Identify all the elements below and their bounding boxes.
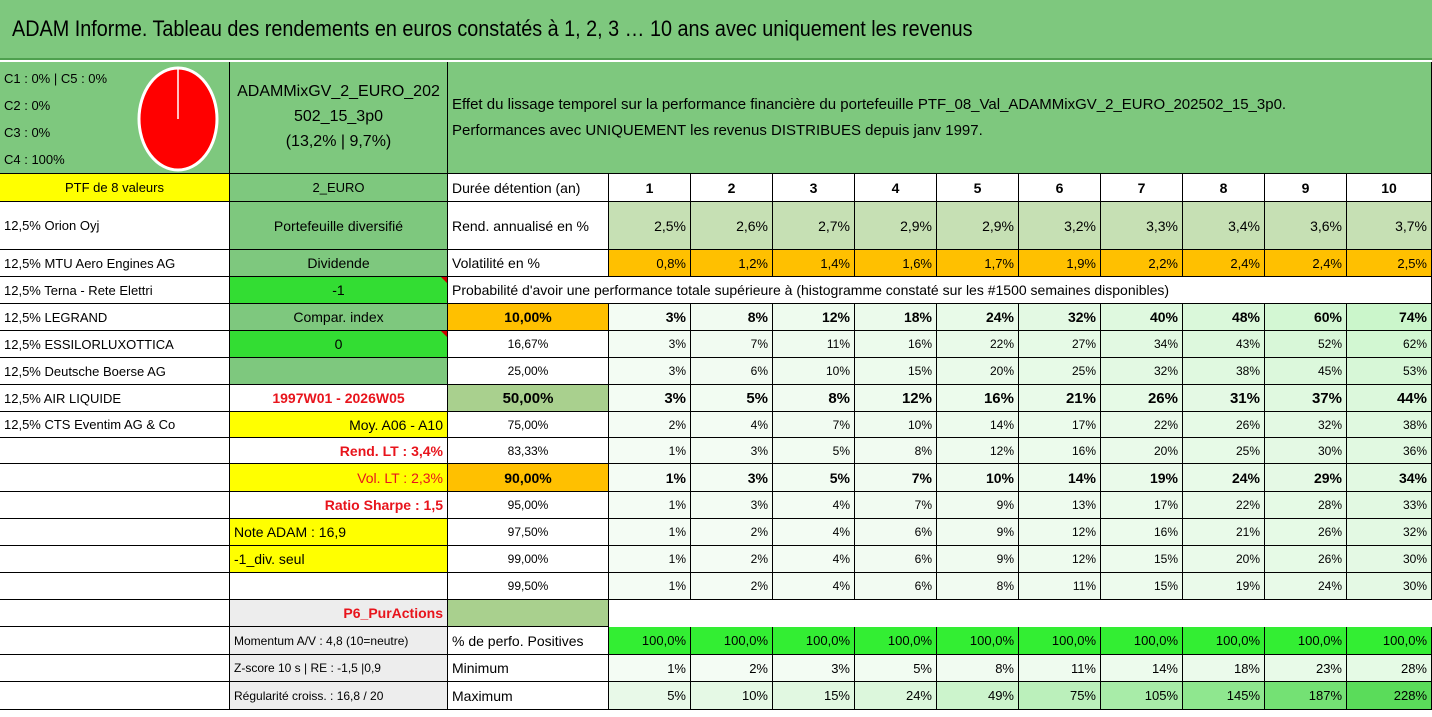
report-title: ADAM Informe. Tableau des rendements en euros constatés à 1, 2, 3 … 10 ans avec uniquement les revenus bbox=[12, 16, 973, 41]
empty-cell bbox=[0, 492, 230, 519]
moy-label: Moy. A06 - A10 bbox=[230, 412, 448, 438]
prob-value: 40% bbox=[1101, 304, 1183, 331]
prob-value: 20% bbox=[937, 358, 1019, 385]
prob-value: 26% bbox=[1265, 519, 1347, 546]
prob-value: 19% bbox=[1101, 464, 1183, 492]
prob-value: 22% bbox=[937, 331, 1019, 358]
prob-value: 1% bbox=[609, 573, 691, 600]
maximum-value-10: 228% bbox=[1347, 682, 1432, 710]
prob-value: 38% bbox=[1183, 358, 1265, 385]
vol-value-1: 0,8% bbox=[609, 250, 691, 277]
maximum-value-2: 10% bbox=[691, 682, 773, 710]
minimum-value-6: 11% bbox=[1019, 655, 1101, 682]
prob-value: 16% bbox=[1101, 519, 1183, 546]
rend-value-10: 3,7% bbox=[1347, 202, 1432, 250]
prob-value: 1% bbox=[609, 519, 691, 546]
title-bar bbox=[0, 0, 1432, 60]
prob-value: 10% bbox=[855, 412, 937, 438]
composition-cell bbox=[0, 62, 230, 174]
prob-value: 27% bbox=[1019, 331, 1101, 358]
prob-value: 32% bbox=[1019, 304, 1101, 331]
comment-indicator-icon bbox=[441, 331, 447, 337]
sharpe-label: Ratio Sharpe : 1,5 bbox=[230, 492, 448, 519]
vol-value-4: 1,6% bbox=[855, 250, 937, 277]
portfolio-name-line-2: 502_15_3p0 bbox=[294, 108, 383, 126]
prob-value: 74% bbox=[1347, 304, 1432, 331]
prob-value: 11% bbox=[1019, 573, 1101, 600]
minimum-value-2: 2% bbox=[691, 655, 773, 682]
prob-value: 32% bbox=[1347, 519, 1432, 546]
rend-value-7: 3,3% bbox=[1101, 202, 1183, 250]
prob-value: 6% bbox=[855, 573, 937, 600]
prob-value: 24% bbox=[937, 304, 1019, 331]
maximum-value-8: 145% bbox=[1183, 682, 1265, 710]
empty-cell bbox=[0, 655, 230, 682]
rend-value-9: 3,6% bbox=[1265, 202, 1347, 250]
prob-value: 6% bbox=[855, 519, 937, 546]
prob-value: 7% bbox=[691, 331, 773, 358]
positives-label: % de perfo. Positives bbox=[448, 627, 609, 655]
prob-value: 4% bbox=[773, 573, 855, 600]
prob-threshold-10: 99,00% bbox=[448, 546, 609, 573]
prob-value: 9% bbox=[937, 519, 1019, 546]
empty-cell bbox=[937, 600, 1019, 627]
portfolio-name-line-3: (13,2% | 9,7%) bbox=[285, 132, 392, 150]
composition-c1-c5: C1 : 0% | C5 : 0% bbox=[4, 71, 108, 86]
empty-cell bbox=[1101, 600, 1183, 627]
maximum-value-1: 5% bbox=[609, 682, 691, 710]
regularite-label: Régularité croiss. : 16,8 / 20 bbox=[230, 682, 448, 710]
prob-value: 22% bbox=[1101, 412, 1183, 438]
year-header-3: 3 bbox=[773, 174, 855, 202]
positives-value-1: 100,0% bbox=[609, 627, 691, 655]
minimum-value-4: 5% bbox=[855, 655, 937, 682]
year-header-5: 5 bbox=[937, 174, 1019, 202]
vol-value-8: 2,4% bbox=[1183, 250, 1265, 277]
prob-value: 32% bbox=[1265, 412, 1347, 438]
empty-cell bbox=[0, 546, 230, 573]
empty-cell bbox=[0, 627, 230, 655]
prob-value: 8% bbox=[855, 438, 937, 464]
empty-cell bbox=[1265, 600, 1347, 627]
maximum-label: Maximum bbox=[448, 682, 609, 710]
prob-value: 12% bbox=[773, 304, 855, 331]
vol-value-7: 2,2% bbox=[1101, 250, 1183, 277]
prob-value: 26% bbox=[1265, 546, 1347, 573]
minimum-value-10: 28% bbox=[1347, 655, 1432, 682]
prob-value: 4% bbox=[773, 492, 855, 519]
empty-cell bbox=[0, 682, 230, 710]
rend-lt-label: Rend. LT : 3,4% bbox=[230, 438, 448, 464]
prob-value: 43% bbox=[1183, 331, 1265, 358]
empty-cell bbox=[0, 438, 230, 464]
rend-value-4: 2,9% bbox=[855, 202, 937, 250]
ptf-label: PTF de 8 valeurs bbox=[0, 174, 230, 202]
prob-value: 62% bbox=[1347, 331, 1432, 358]
prob-value: 20% bbox=[1101, 438, 1183, 464]
prob-value: 3% bbox=[691, 464, 773, 492]
prob-value: 22% bbox=[1183, 492, 1265, 519]
vol-value-2: 1,2% bbox=[691, 250, 773, 277]
maximum-value-9: 187% bbox=[1265, 682, 1347, 710]
year-header-1: 1 bbox=[609, 174, 691, 202]
prob-value: 19% bbox=[1183, 573, 1265, 600]
prob-value: 26% bbox=[1183, 412, 1265, 438]
holding-8: 12,5% CTS Eventim AG & Co bbox=[0, 412, 230, 438]
prob-value: 30% bbox=[1347, 546, 1432, 573]
prob-value: 11% bbox=[773, 331, 855, 358]
prob-value: 24% bbox=[1183, 464, 1265, 492]
empty-cell bbox=[1183, 600, 1265, 627]
rend-value-6: 3,2% bbox=[1019, 202, 1101, 250]
prob-value: 60% bbox=[1265, 304, 1347, 331]
compar-index-value: 0 bbox=[230, 331, 448, 358]
empty-cell bbox=[855, 600, 937, 627]
positives-value-9: 100,0% bbox=[1265, 627, 1347, 655]
description-line-2: Performances avec UNIQUEMENT les revenus DISTRIBUES depuis janv 1997. bbox=[452, 121, 983, 139]
rend-value-5: 2,9% bbox=[937, 202, 1019, 250]
prob-value: 45% bbox=[1265, 358, 1347, 385]
maximum-value-7: 105% bbox=[1101, 682, 1183, 710]
diversified-label: Portefeuille diversifié bbox=[230, 202, 448, 250]
positives-value-5: 100,0% bbox=[937, 627, 1019, 655]
prob-value: 16% bbox=[937, 385, 1019, 412]
prob-value: 8% bbox=[937, 573, 1019, 600]
prob-value: 8% bbox=[773, 385, 855, 412]
vol-value-5: 1,7% bbox=[937, 250, 1019, 277]
minimum-value-9: 23% bbox=[1265, 655, 1347, 682]
holding-5: 12,5% ESSILORLUXOTTICA bbox=[0, 331, 230, 358]
prob-value: 15% bbox=[1101, 546, 1183, 573]
prob-value: 15% bbox=[1101, 573, 1183, 600]
vol-label: Volatilité en % bbox=[448, 250, 609, 277]
prob-value: 2% bbox=[691, 546, 773, 573]
rend-value-2: 2,6% bbox=[691, 202, 773, 250]
prob-value: 10% bbox=[937, 464, 1019, 492]
prob-value: 10% bbox=[773, 358, 855, 385]
minimum-label: Minimum bbox=[448, 655, 609, 682]
minimum-value-7: 14% bbox=[1101, 655, 1183, 682]
portfolio-name-cell bbox=[230, 62, 448, 174]
prob-value: 9% bbox=[937, 546, 1019, 573]
prob-threshold-4: 50,00% bbox=[448, 385, 609, 412]
prob-value: 37% bbox=[1265, 385, 1347, 412]
prob-value: 33% bbox=[1347, 492, 1432, 519]
prob-value: 25% bbox=[1183, 438, 1265, 464]
prob-value: 7% bbox=[855, 464, 937, 492]
prob-threshold-7: 90,00% bbox=[448, 464, 609, 492]
empty-cell bbox=[1019, 600, 1101, 627]
prob-value: 4% bbox=[773, 519, 855, 546]
minimum-value-3: 3% bbox=[773, 655, 855, 682]
prob-value: 15% bbox=[855, 358, 937, 385]
prob-value: 12% bbox=[937, 438, 1019, 464]
minimum-value-8: 18% bbox=[1183, 655, 1265, 682]
empty-cell bbox=[0, 519, 230, 546]
prob-value: 30% bbox=[1347, 573, 1432, 600]
empty-cell bbox=[609, 600, 691, 627]
prob-value: 34% bbox=[1347, 464, 1432, 492]
empty-cell bbox=[691, 600, 773, 627]
holding-6: 12,5% Deutsche Boerse AG bbox=[0, 358, 230, 385]
minimum-value-5: 8% bbox=[937, 655, 1019, 682]
empty-cell bbox=[1347, 600, 1432, 627]
prob-value: 21% bbox=[1183, 519, 1265, 546]
prob-value: 2% bbox=[609, 412, 691, 438]
portfolio-name-line-1: ADAMMixGV_2_EURO_202 bbox=[237, 83, 440, 101]
holding-3: 12,5% Terna - Rete Elettri bbox=[0, 277, 230, 304]
dividend-label: Dividende bbox=[230, 250, 448, 277]
prob-value: 1% bbox=[609, 464, 691, 492]
prob-value: 2% bbox=[691, 573, 773, 600]
prob-threshold-8: 95,00% bbox=[448, 492, 609, 519]
prob-value: 28% bbox=[1265, 492, 1347, 519]
prob-title: Probabilité d'avoir une performance totale supérieure à (histogramme constaté sur les #1500 semaines disponibles) bbox=[448, 277, 1432, 304]
prob-value: 13% bbox=[1019, 492, 1101, 519]
prob-value: 30% bbox=[1265, 438, 1347, 464]
prob-value: 16% bbox=[1019, 438, 1101, 464]
prob-value: 7% bbox=[773, 412, 855, 438]
prob-value: 5% bbox=[773, 438, 855, 464]
prob-value: 9% bbox=[937, 492, 1019, 519]
prob-value: 6% bbox=[691, 358, 773, 385]
prob-value: 12% bbox=[1019, 519, 1101, 546]
year-header-6: 6 bbox=[1019, 174, 1101, 202]
holding-4: 12,5% LEGRAND bbox=[0, 304, 230, 331]
positives-value-8: 100,0% bbox=[1183, 627, 1265, 655]
vol-lt-label: Vol. LT : 2,3% bbox=[230, 464, 448, 492]
prob-threshold-9: 97,50% bbox=[448, 519, 609, 546]
prob-value: 25% bbox=[1019, 358, 1101, 385]
prob-value: 7% bbox=[855, 492, 937, 519]
prob-threshold-3: 25,00% bbox=[448, 358, 609, 385]
prob-value: 32% bbox=[1101, 358, 1183, 385]
composition-c3: C3 : 0% bbox=[4, 125, 51, 140]
prob-threshold-2: 16,67% bbox=[448, 331, 609, 358]
prob-threshold-5: 75,00% bbox=[448, 412, 609, 438]
prob-threshold-1: 10,00% bbox=[448, 304, 609, 331]
prob-value: 4% bbox=[691, 412, 773, 438]
momentum-label: Momentum A/V : 4,8 (10=neutre) bbox=[230, 627, 448, 655]
maximum-value-3: 15% bbox=[773, 682, 855, 710]
prob-value: 17% bbox=[1101, 492, 1183, 519]
prob-value: 3% bbox=[609, 331, 691, 358]
composition-c4: C4 : 100% bbox=[4, 152, 65, 167]
positives-value-6: 100,0% bbox=[1019, 627, 1101, 655]
prob-value: 29% bbox=[1265, 464, 1347, 492]
prob-value: 12% bbox=[1019, 546, 1101, 573]
rend-value-8: 3,4% bbox=[1183, 202, 1265, 250]
empty-cell bbox=[230, 358, 448, 385]
prob-value: 14% bbox=[937, 412, 1019, 438]
prob-value: 21% bbox=[1019, 385, 1101, 412]
positives-value-10: 100,0% bbox=[1347, 627, 1432, 655]
div-seul-label: -1_div. seul bbox=[230, 546, 448, 573]
prob-value: 3% bbox=[691, 438, 773, 464]
prob-value: 16% bbox=[855, 331, 937, 358]
year-header-4: 4 bbox=[855, 174, 937, 202]
description-cell bbox=[448, 62, 1432, 174]
rend-value-1: 2,5% bbox=[609, 202, 691, 250]
prob-value: 3% bbox=[609, 304, 691, 331]
prob-value: 17% bbox=[1019, 412, 1101, 438]
year-header-8: 8 bbox=[1183, 174, 1265, 202]
positives-value-3: 100,0% bbox=[773, 627, 855, 655]
prob-value: 24% bbox=[1265, 573, 1347, 600]
prob-value: 48% bbox=[1183, 304, 1265, 331]
note-adam-label: Note ADAM : 16,9 bbox=[230, 519, 448, 546]
prob-value: 52% bbox=[1265, 331, 1347, 358]
prob-value: 44% bbox=[1347, 385, 1432, 412]
prob-value: 1% bbox=[609, 546, 691, 573]
maximum-value-5: 49% bbox=[937, 682, 1019, 710]
prob-value: 31% bbox=[1183, 385, 1265, 412]
minimum-value-1: 1% bbox=[609, 655, 691, 682]
prob-value: 5% bbox=[773, 464, 855, 492]
prob-value: 1% bbox=[609, 438, 691, 464]
comment-indicator-icon bbox=[441, 277, 447, 283]
zscore-label: Z-score 10 s | RE : -1,5 |0,9 bbox=[230, 655, 448, 682]
period-label: 1997W01 - 2026W05 bbox=[230, 385, 448, 412]
maximum-value-4: 24% bbox=[855, 682, 937, 710]
prob-value: 12% bbox=[855, 385, 937, 412]
prob-value: 3% bbox=[609, 358, 691, 385]
prob-value: 5% bbox=[691, 385, 773, 412]
prob-value: 38% bbox=[1347, 412, 1432, 438]
prob-value: 36% bbox=[1347, 438, 1432, 464]
prob-value: 3% bbox=[609, 385, 691, 412]
empty-cell bbox=[448, 600, 609, 627]
vol-value-10: 2,5% bbox=[1347, 250, 1432, 277]
prob-value: 53% bbox=[1347, 358, 1432, 385]
positives-value-2: 100,0% bbox=[691, 627, 773, 655]
positives-value-4: 100,0% bbox=[855, 627, 937, 655]
prob-threshold-6: 83,33% bbox=[448, 438, 609, 464]
prob-value: 26% bbox=[1101, 385, 1183, 412]
vol-value-9: 2,4% bbox=[1265, 250, 1347, 277]
empty-cell bbox=[773, 600, 855, 627]
prob-value: 4% bbox=[773, 546, 855, 573]
holding-7: 12,5% AIR LIQUIDE bbox=[0, 385, 230, 412]
rend-value-3: 2,7% bbox=[773, 202, 855, 250]
prob-value: 8% bbox=[691, 304, 773, 331]
vol-value-6: 1,9% bbox=[1019, 250, 1101, 277]
year-header-10: 10 bbox=[1347, 174, 1432, 202]
duration-label: Durée détention (an) bbox=[448, 174, 609, 202]
prob-value: 1% bbox=[609, 492, 691, 519]
prob-value: 34% bbox=[1101, 331, 1183, 358]
currency-label: 2_EURO bbox=[230, 174, 448, 202]
holding-1: 12,5% Orion Oyj bbox=[0, 202, 230, 250]
composition-c2: C2 : 0% bbox=[4, 98, 51, 113]
maximum-value-6: 75% bbox=[1019, 682, 1101, 710]
empty-cell bbox=[0, 573, 230, 600]
year-header-7: 7 bbox=[1101, 174, 1183, 202]
prob-value: 20% bbox=[1183, 546, 1265, 573]
empty-cell bbox=[0, 600, 230, 627]
positives-value-7: 100,0% bbox=[1101, 627, 1183, 655]
composition-pie-chart bbox=[133, 64, 223, 174]
prob-value: 3% bbox=[691, 492, 773, 519]
description-line-1: Effet du lissage temporel sur la performance financière du portefeuille PTF_08_Val_ADAMMixGV_2_EURO_202502_15_3p0. bbox=[452, 96, 1287, 113]
holding-2: 12,5% MTU Aero Engines AG bbox=[0, 250, 230, 277]
empty-cell bbox=[230, 573, 448, 600]
vol-value-3: 1,4% bbox=[773, 250, 855, 277]
empty-cell bbox=[0, 464, 230, 492]
compar-index-label: Compar. index bbox=[230, 304, 448, 331]
prob-value: 14% bbox=[1019, 464, 1101, 492]
year-header-2: 2 bbox=[691, 174, 773, 202]
rend-label: Rend. annualisé en % bbox=[448, 202, 609, 250]
dividend-value: -1 bbox=[230, 277, 448, 304]
prob-value: 2% bbox=[691, 519, 773, 546]
p6-label: P6_PurActions bbox=[230, 600, 448, 627]
year-header-9: 9 bbox=[1265, 174, 1347, 202]
prob-threshold-11: 99,50% bbox=[448, 573, 609, 600]
prob-value: 6% bbox=[855, 546, 937, 573]
prob-value: 18% bbox=[855, 304, 937, 331]
